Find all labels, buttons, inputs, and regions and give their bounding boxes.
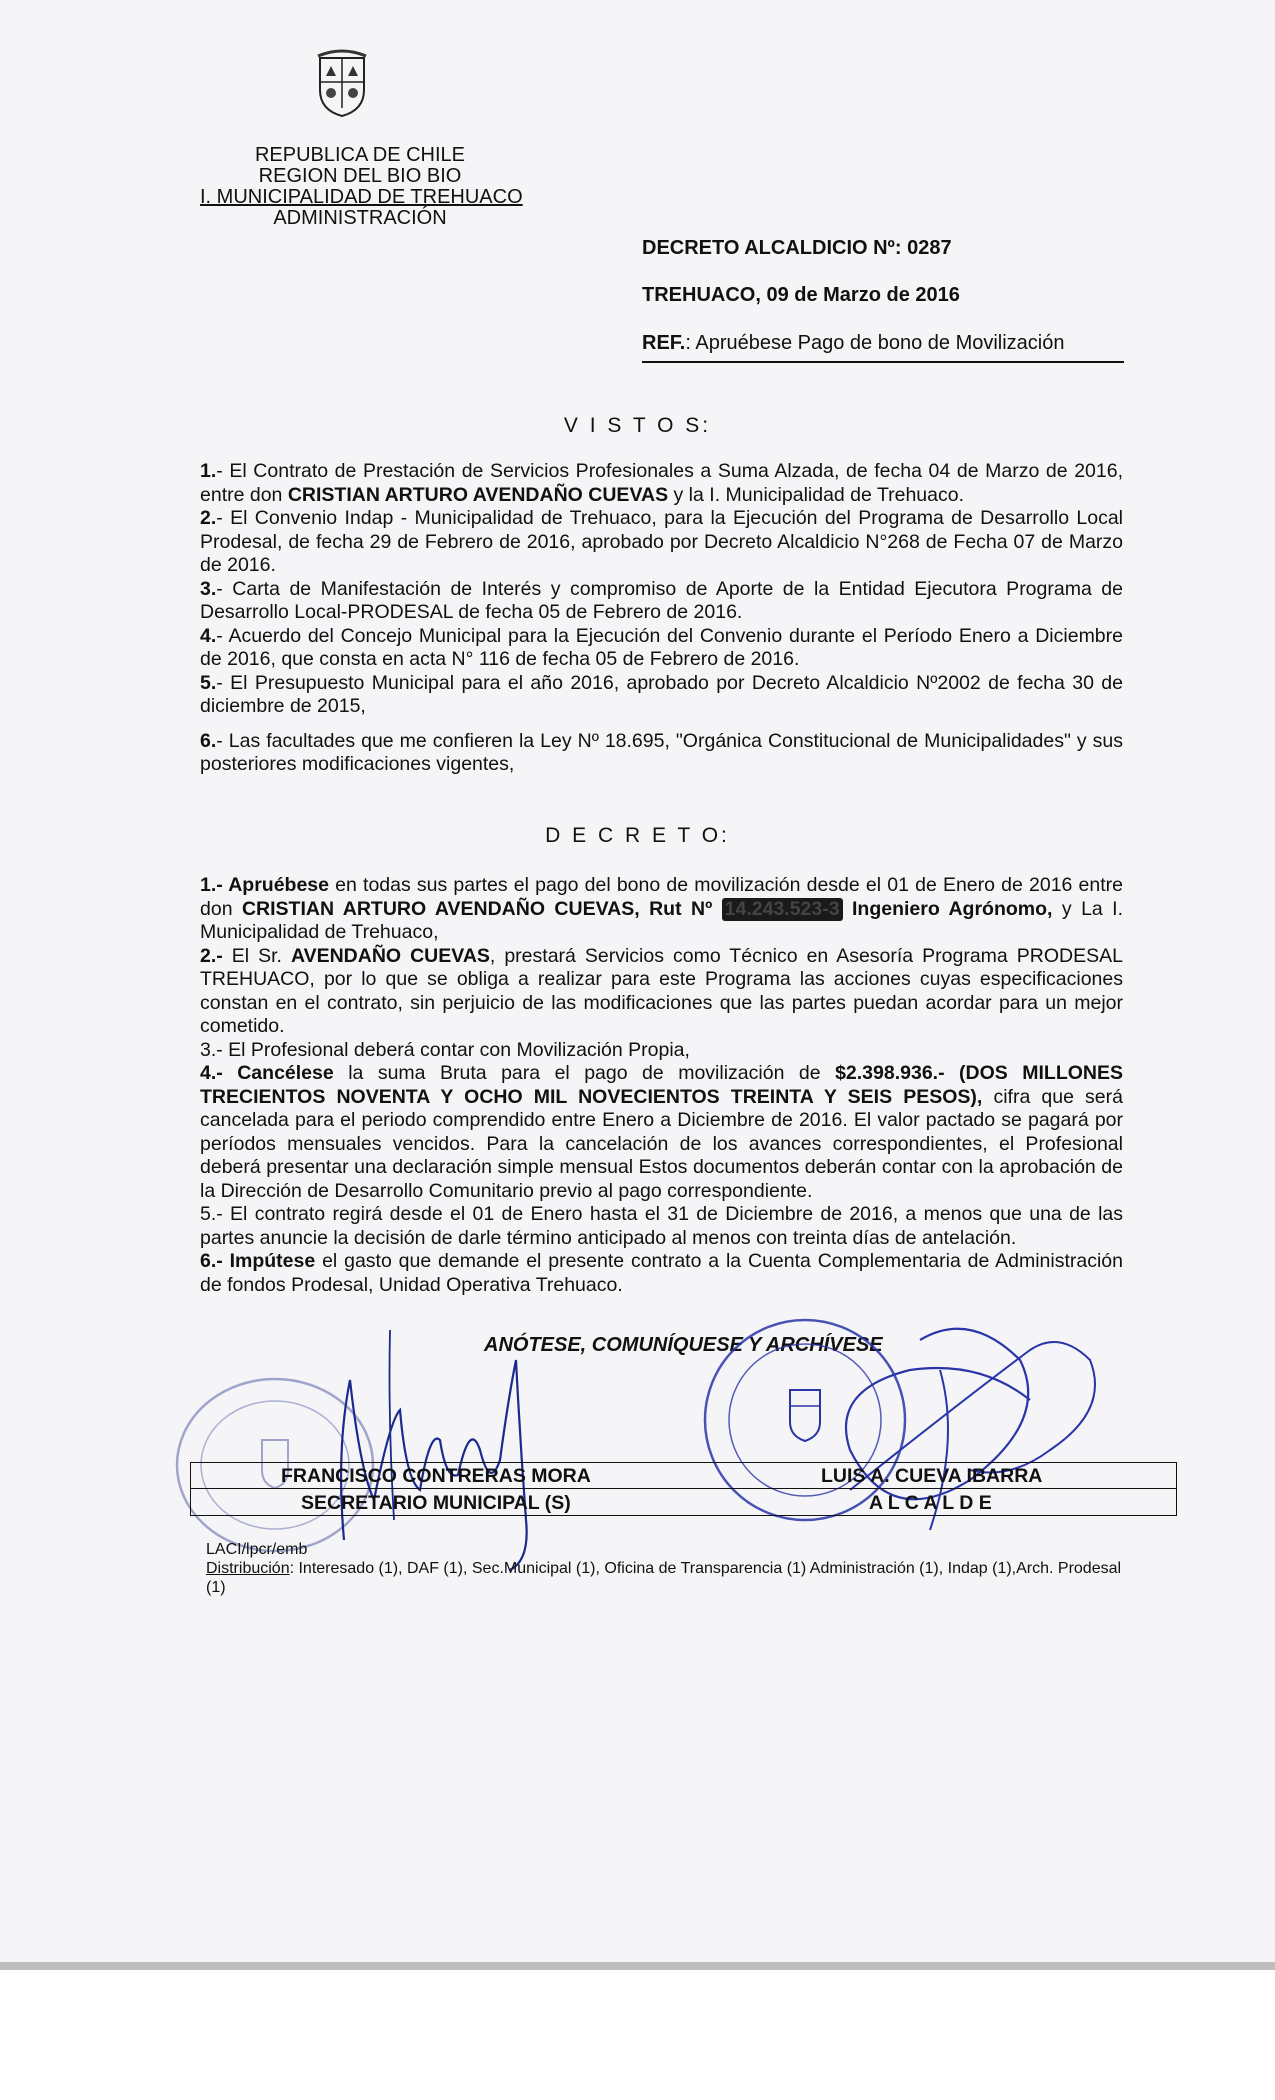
item-text: - Carta de Manifestación de Interés y compromiso de Aporte de la Entidad Ejecutora Programa de Desarrollo Local-PRODESAL de fecha 05 de Febrero de 2016. xyxy=(200,577,1123,623)
decreto-item: 5.- El contrato regirá desde el 01 de Enero hasta el 31 de Diciembre de 2016, a menos que una de las partes anuncie la decisión de darle término anticipado al menos con treinta días de antelación. xyxy=(200,1203,1123,1249)
decreto-heading: D E C R E T O: xyxy=(545,824,730,847)
header-municipality: I. MUNICIPALIDAD DE TREHUACO xyxy=(200,186,523,208)
vistos-item xyxy=(200,672,1123,719)
decreto-item xyxy=(200,1062,1123,1203)
item-text: el gasto que demande el presente contrato a la Cuenta Complementaria de Administración de fondos Prodesal, Unidad Operativa Trehuaco. xyxy=(200,1250,1123,1296)
vistos-item xyxy=(200,578,1123,625)
vistos-item xyxy=(200,507,1123,578)
secretary-title: SECRETARIO MUNICIPAL (S) xyxy=(301,1492,571,1514)
distribution-footer xyxy=(206,1540,1126,1597)
decree-number: DECRETO ALCALDICIO Nº: 0287 xyxy=(642,237,952,259)
mayor-title: A L C A L D E xyxy=(869,1492,992,1514)
item-text: El Sr. xyxy=(231,944,291,967)
item-verb: Apruébese xyxy=(228,874,329,896)
decreto-item xyxy=(200,1250,1123,1297)
vistos-item xyxy=(200,460,1123,507)
coat-of-arms-icon xyxy=(314,48,370,118)
secretary-name: FRANCISCO CONTRERAS MORA xyxy=(281,1465,591,1487)
contractor-name-rut: CRISTIAN ARTURO AVENDAÑO CUEVAS, Rut Nº xyxy=(241,897,713,920)
item-number: 5. xyxy=(200,671,217,694)
item-number: 4. xyxy=(200,624,217,647)
contractor-surname: AVENDAÑO CUEVAS xyxy=(290,944,490,967)
header-region: REGION DEL BIO BIO xyxy=(258,165,462,187)
vistos-heading: V I S T O S: xyxy=(563,414,712,437)
item-number: 1.- xyxy=(200,874,229,896)
page-edge-shadow xyxy=(0,1962,1275,1970)
vistos-item xyxy=(200,730,1123,777)
item-text: y La I. Municipalidad de Trehuaco, xyxy=(200,897,1124,943)
issuer-header xyxy=(200,144,523,229)
decree-place-date: TREHUACO, 09 de Marzo de 2016 xyxy=(642,284,960,306)
item-number: 2. xyxy=(200,507,217,529)
item-text: - Las facultades que me confieren la Ley Nº 18.695, "Orgánica Constitucional de Municipalidades" y sus posteriores modificaciones vigentes, xyxy=(200,729,1123,775)
item-text: - El Contrato de Prestación de Servicios Profesionales a Suma Alzada, de fecha 04 de Marzo de 2016, entre don xyxy=(200,460,1123,506)
distribution-list xyxy=(206,1559,1126,1597)
decreto-item xyxy=(200,945,1123,1039)
decreto-item xyxy=(200,874,1123,945)
item-text: y la I. Municipalidad de Trehuaco. xyxy=(668,483,965,506)
mayor-name: LUIS A. CUEVA IBARRA xyxy=(821,1465,1043,1487)
item-number: 1. xyxy=(200,460,217,482)
profession: Ingeniero Agrónomo, xyxy=(852,897,1053,920)
item-text: cifra que será cancelada para el periodo comprendido entre Enero a Diciembre de 2016. El valor pactado se pagará por períodos mensuales vencidos. Para la cancelación de los avances correspondientes, el Profesional deberá presentar una declaración simple mensual Estos documentos deberán contar con la aprobación de la Dirección de Desarrollo Comunitario previo al pago correspondiente. xyxy=(200,1085,1123,1202)
item-text: - Acuerdo del Concejo Municipal para la Ejecución del Convenio durante el Período Enero a Diciembre de 2016, que consta en acta N° 116 de fecha 05 de Febrero de 2016. xyxy=(200,624,1123,670)
item-number: 2.- xyxy=(200,944,232,967)
closing-formula: ANÓTESE, COMUNÍQUESE Y ARCHÍVESE xyxy=(484,1334,883,1356)
item-verb: 4.- Cancélese xyxy=(200,1062,334,1084)
contractor-name: CRISTIAN ARTURO AVENDAÑO CUEVAS xyxy=(287,483,669,506)
handwritten-signatures xyxy=(330,1300,1110,1580)
item-number: 6. xyxy=(200,729,217,752)
item-text: - El Presupuesto Municipal para el año 2016, aprobado por Decreto Alcaldicio Nº2002 de fecha 30 de diciembre de 2015, xyxy=(200,671,1123,717)
ref-text: : Apruébese Pago de bono de Movilización xyxy=(685,332,1065,354)
signature-block xyxy=(190,1462,1177,1516)
drafter-initials: LACI/lpcr/emb xyxy=(206,1541,308,1558)
item-text: en todas sus partes el pago del bono de movilización desde el 01 de Enero de 2016 entre don xyxy=(200,874,1123,920)
item-text: - El Convenio Indap - Municipalidad de Trehuaco, para la Ejecución del Programa de Desarrollo Local Prodesal, de fecha 29 de Febrero de 2016, aprobado por Decreto Alcaldicio N°268 de Fecha 07 de Marzo de 2016. xyxy=(200,507,1123,576)
vistos-list xyxy=(200,460,1123,777)
distribution-label: Distribución xyxy=(206,1560,290,1577)
decree-reference xyxy=(642,332,1124,363)
vistos-item xyxy=(200,625,1123,672)
item-verb: 6.- Impútese xyxy=(200,1250,316,1272)
item-number: 3. xyxy=(200,577,217,600)
payment-amount: $2.398.936.- (DOS MILLONES TRECIENTOS NOVENTA Y OCHO MIL NOVECIENTOS TREINTA Y SEIS PESOS), xyxy=(200,1062,1124,1108)
decreto-list xyxy=(200,874,1123,1297)
item-text: la suma Bruta para el pago de movilización de xyxy=(333,1062,836,1084)
distribution-text: : Interesado (1), DAF (1), Sec.Municipal (1), Oficina de Transparencia (1) Administración (1), Indap (1),Arch. Prodesal (1) xyxy=(206,1560,1122,1596)
item-text: , prestará Servicios como Técnico en Asesoría Programa PRODESAL TREHUACO, por lo que se obliga a realizar para este Programa las acciones cuyas especificaciones constan en el contrato, sin perjuicio de las modificaciones que las partes puedan acordar para un mejor cometido. xyxy=(200,944,1123,1037)
ref-label: REF. xyxy=(642,332,686,354)
header-country: REPUBLICA DE CHILE xyxy=(254,144,466,166)
header-department: ADMINISTRACIÓN xyxy=(273,207,447,229)
decreto-item: 3.- El Profesional deberá contar con Movilización Propia, xyxy=(200,1038,690,1061)
redacted-rut: 14.243.523-3 xyxy=(722,898,843,922)
signature-divider xyxy=(191,1488,1176,1489)
